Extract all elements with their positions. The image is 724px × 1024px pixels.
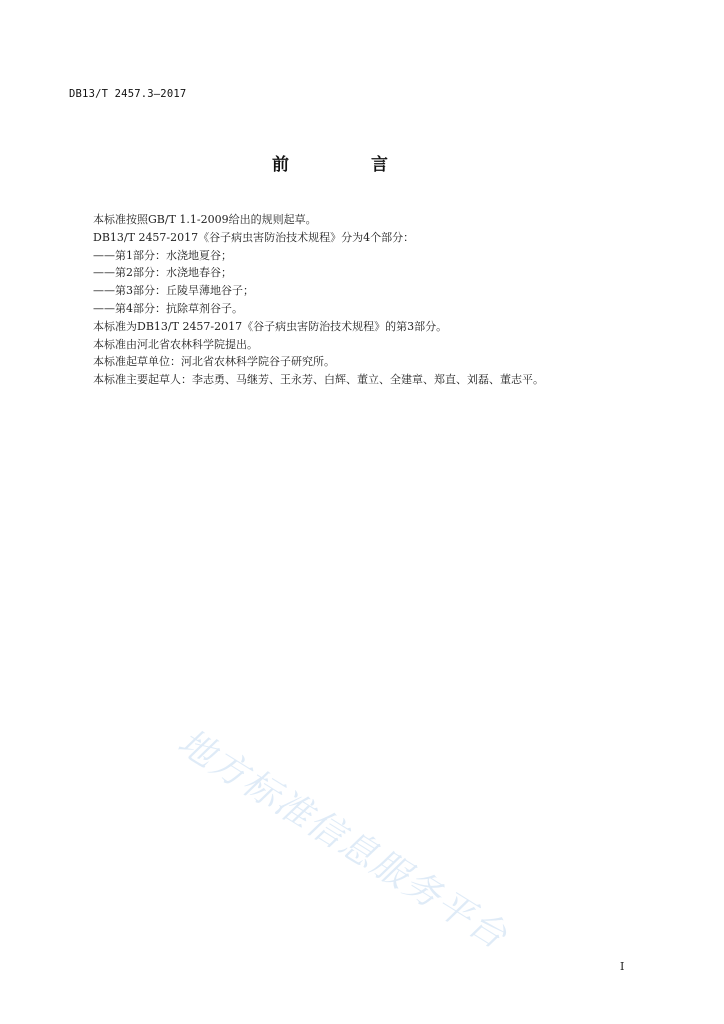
list-item-part-1: ——第1部分：水浇地夏谷； — [93, 248, 232, 262]
page-number: I — [620, 960, 625, 973]
list-item-part-4: ——第4部分：抗除草剂谷子。 — [93, 301, 243, 315]
paragraph-this-part: 本标准为DB13/T 2457-2017《谷子病虫害防治技术规程》的第3部分。 — [93, 319, 448, 333]
foreword-body — [93, 211, 653, 389]
watermark: 地方标准信息服务平台 — [170, 721, 515, 958]
list-item-part-3: ——第3部分：丘陵旱薄地谷子； — [93, 284, 254, 298]
paragraph-drafting-unit: 本标准起草单位：河北省农林科学院谷子研究所。 — [93, 355, 335, 369]
paragraph-parts-overview: DB13/T 2457-2017《谷子病虫害防治技术规程》分为4个部分： — [93, 230, 415, 244]
list-item-part-2: ——第2部分：水浇地春谷； — [93, 266, 232, 280]
page-title: 前 言 — [272, 155, 426, 175]
paragraph-drafters: 本标准主要起草人：李志勇、马继芳、王永芳、白辉、董立、全建章、郑直、刘磊、董志平。 — [93, 373, 544, 387]
document-code: DB13/T 2457.3—2017 — [69, 88, 187, 100]
paragraph-drafting-rules: 本标准按照GB/T 1.1-2009给出的规则起草。 — [93, 213, 317, 226]
paragraph-proposed-by: 本标准由河北省农林科学院提出。 — [93, 337, 258, 351]
